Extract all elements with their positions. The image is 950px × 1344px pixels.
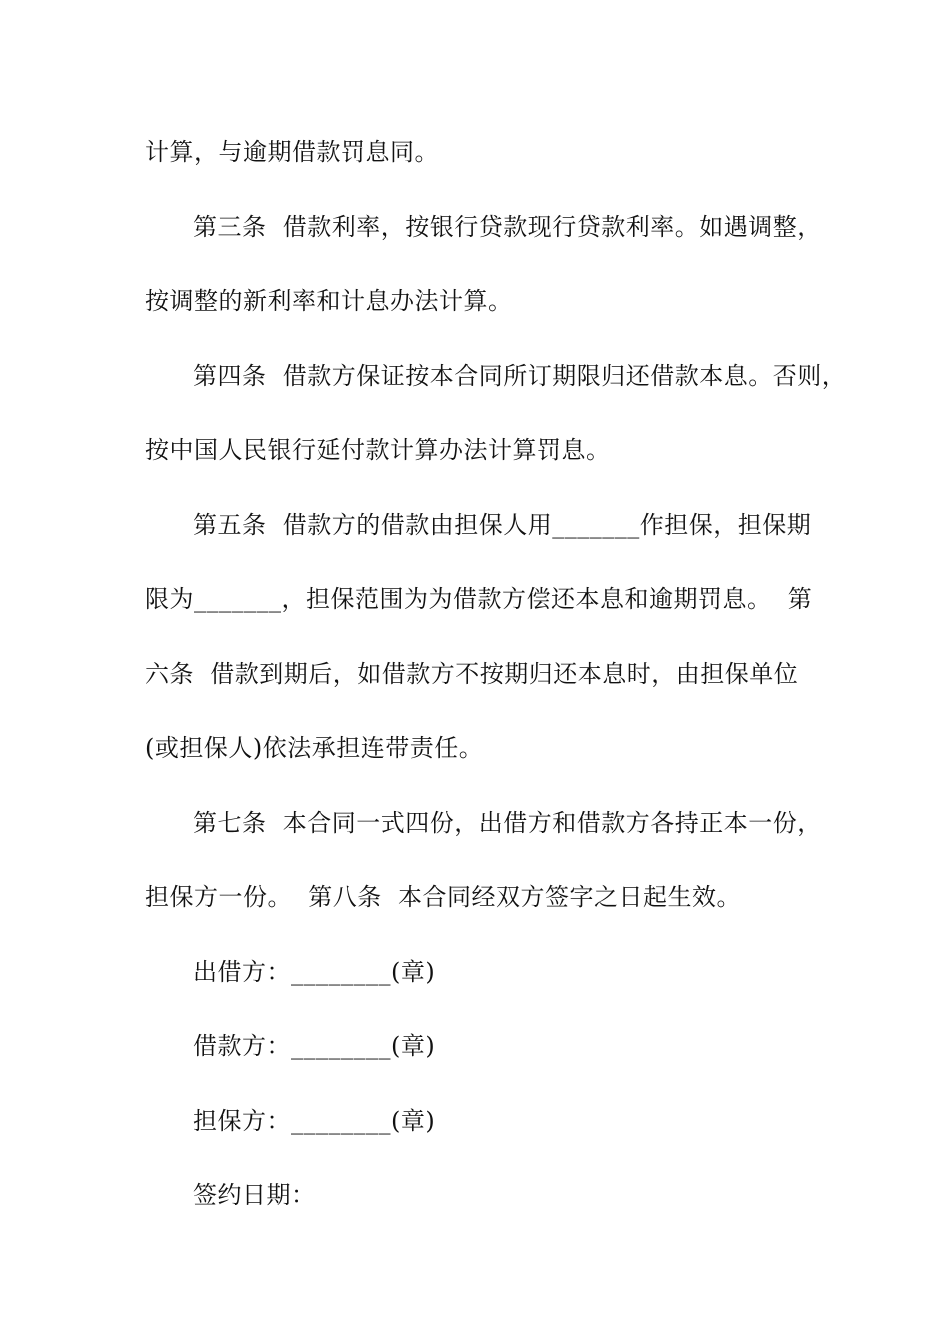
signature-line-borrower: 借款方：________(章) bbox=[193, 1032, 436, 1060]
signature-line-guarantor: 担保方：________(章) bbox=[193, 1107, 436, 1135]
text-line: 计算，与逾期借款罚息同。 bbox=[145, 138, 439, 166]
signature-line-lender: 出借方：________(章) bbox=[193, 958, 436, 986]
signing-date-line: 签约日期： bbox=[193, 1181, 316, 1209]
text-line: 第四条 借款方保证按本合同所订期限归还借款本息。否则， bbox=[193, 362, 847, 390]
text-line: 第五条 借款方的借款由担保人用_______作担保，担保期 bbox=[193, 511, 812, 539]
text-line: 第七条 本合同一式四份，出借方和借款方各持正本一份， bbox=[193, 809, 822, 837]
text-line: (或担保人)依法承担连带责任。 bbox=[145, 734, 484, 762]
text-line: 六条 借款到期后，如借款方不按期归还本息时，由担保单位 bbox=[145, 660, 799, 688]
text-line: 第三条 借款利率，按银行贷款现行贷款利率。如遇调整， bbox=[193, 213, 822, 241]
text-line: 限为_______，担保范围为为借款方偿还本息和逾期罚息。 第 bbox=[145, 585, 813, 613]
text-line: 按调整的新利率和计息办法计算。 bbox=[145, 287, 513, 315]
text-line: 担保方一份。 第八条 本合同经双方签字之日起生效。 bbox=[145, 883, 742, 911]
text-line: 按中国人民银行延付款计算办法计算罚息。 bbox=[145, 436, 611, 464]
